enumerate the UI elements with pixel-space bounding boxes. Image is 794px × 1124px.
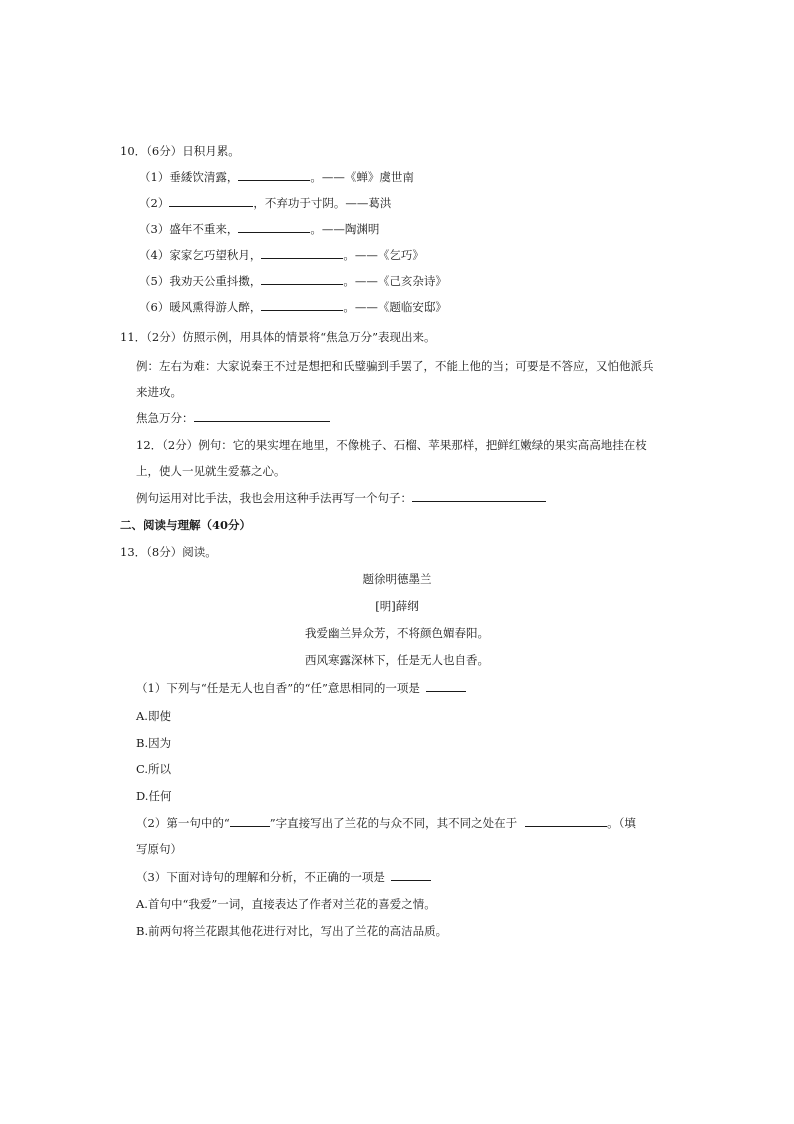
q10-item-4: [139, 247, 424, 263]
poem-author: [明]薛纲: [375, 599, 419, 613]
q10-item-5: [139, 273, 447, 289]
answer-blank[interactable]: [525, 816, 607, 827]
option-d[interactable]: D.任何: [136, 789, 172, 803]
q11-header: 11．（2分）仿照示例，用具体的情景将“焦急万分”表现出来。: [120, 330, 436, 344]
answer-blank[interactable]: [230, 816, 270, 827]
q13-sub2-c: 。（填: [607, 816, 636, 830]
answer-blank[interactable]: [169, 196, 253, 207]
q10-item-1-pre: （1）垂緌饮清露，: [139, 170, 239, 184]
poem-title: 题徐明德墨兰: [362, 572, 432, 586]
q13-header: 13．（8分）阅读。: [120, 545, 217, 559]
q13-sub2-b: ”字直接写出了兰花的与众不同，其不同之处在于: [269, 816, 518, 830]
answer-blank[interactable]: [412, 491, 546, 502]
section-title: 二、阅读与理解（40分）: [120, 518, 252, 532]
answer-blank[interactable]: [238, 170, 310, 181]
q10-item-4-pre: （4）家家乞巧望秋月，: [139, 248, 262, 262]
answer-blank[interactable]: [261, 274, 343, 285]
q10-item-1-post: 。——《蝉》虞世南: [310, 170, 414, 184]
q12-line2: 上，使人一见就生爱慕之心。: [136, 464, 286, 478]
q12-line3-text: 例句运用对比手法，我也会用这种手法再写一个句子：: [136, 491, 412, 505]
q13-sub2: [136, 815, 636, 831]
q10-item-4-post: 。——《乞巧》: [343, 248, 424, 262]
option-b[interactable]: B.因为: [136, 736, 172, 750]
q10-item-2: [139, 195, 391, 211]
q11-example-line2: 来进攻。: [136, 385, 182, 399]
option-c[interactable]: C.所以: [136, 762, 172, 776]
answer-blank[interactable]: [391, 870, 431, 881]
q10-header: 10．（6分）日积月累。: [120, 144, 240, 158]
poem-line-2: 西风寒露深林下，任是无人也自香。: [305, 653, 489, 667]
q13-sub2-a: （2）第一句中的“: [136, 816, 230, 830]
q10-item-3: [139, 221, 379, 237]
q10-item-6-pre: （6）暖风熏得游人醉，: [139, 300, 262, 314]
answer-blank[interactable]: [426, 681, 466, 692]
q13-sub3-text: （3）下面对诗句的理解和分析，不正确的一项是: [136, 870, 385, 884]
q12-line3: [136, 490, 546, 506]
option-a[interactable]: A.即使: [136, 709, 171, 723]
q13-sub1: [136, 680, 466, 696]
q11-example-line1: 例：左右为难：大家说秦王不过是想把和氏璧骗到手罢了，不能上他的当；可要是不答应，又怕他派兵: [136, 359, 654, 373]
q11-answer-label: 焦急万分：: [136, 411, 194, 425]
q10-item-1: [139, 169, 414, 185]
q11-answer: [136, 410, 330, 426]
option-b[interactable]: B.前两句将兰花跟其他花进行对比，写出了兰花的高洁品质。: [136, 924, 448, 938]
q13-sub1-text: （1）下列与“任是无人也自香”的“任”意思相同的一项是: [136, 681, 420, 695]
q10-item-2-post: ，不弃功于寸阴。——葛洪: [253, 196, 392, 210]
q10-item-3-post: 。——陶渊明: [310, 222, 380, 236]
q12-line1: 12．（2分）例句：它的果实埋在地里，不像桃子、石榴、苹果那样，把鲜红嫩绿的果实高高地挂在枝: [136, 438, 647, 452]
answer-blank[interactable]: [194, 411, 330, 422]
q10-item-5-pre: （5）我劝天公重抖擞，: [139, 274, 262, 288]
option-a[interactable]: A.首句中“我爱”一词，直接表达了作者对兰花的喜爱之情。: [136, 897, 436, 911]
q13-sub3: [136, 869, 431, 885]
poem-line-1: 我爱幽兰异众芳，不将颜色媚春阳。: [305, 626, 489, 640]
answer-blank[interactable]: [261, 248, 343, 259]
q13-sub2-line2: 写原句）: [136, 842, 182, 856]
answer-blank[interactable]: [261, 300, 343, 311]
q10-item-3-pre: （3）盛年不重来，: [139, 222, 239, 236]
q10-item-6: [139, 299, 447, 315]
q10-item-5-post: 。——《己亥杂诗》: [343, 274, 447, 288]
q10-item-2-pre: （2）: [139, 196, 170, 210]
answer-blank[interactable]: [238, 222, 310, 233]
q10-item-6-post: 。——《题临安邸》: [343, 300, 447, 314]
